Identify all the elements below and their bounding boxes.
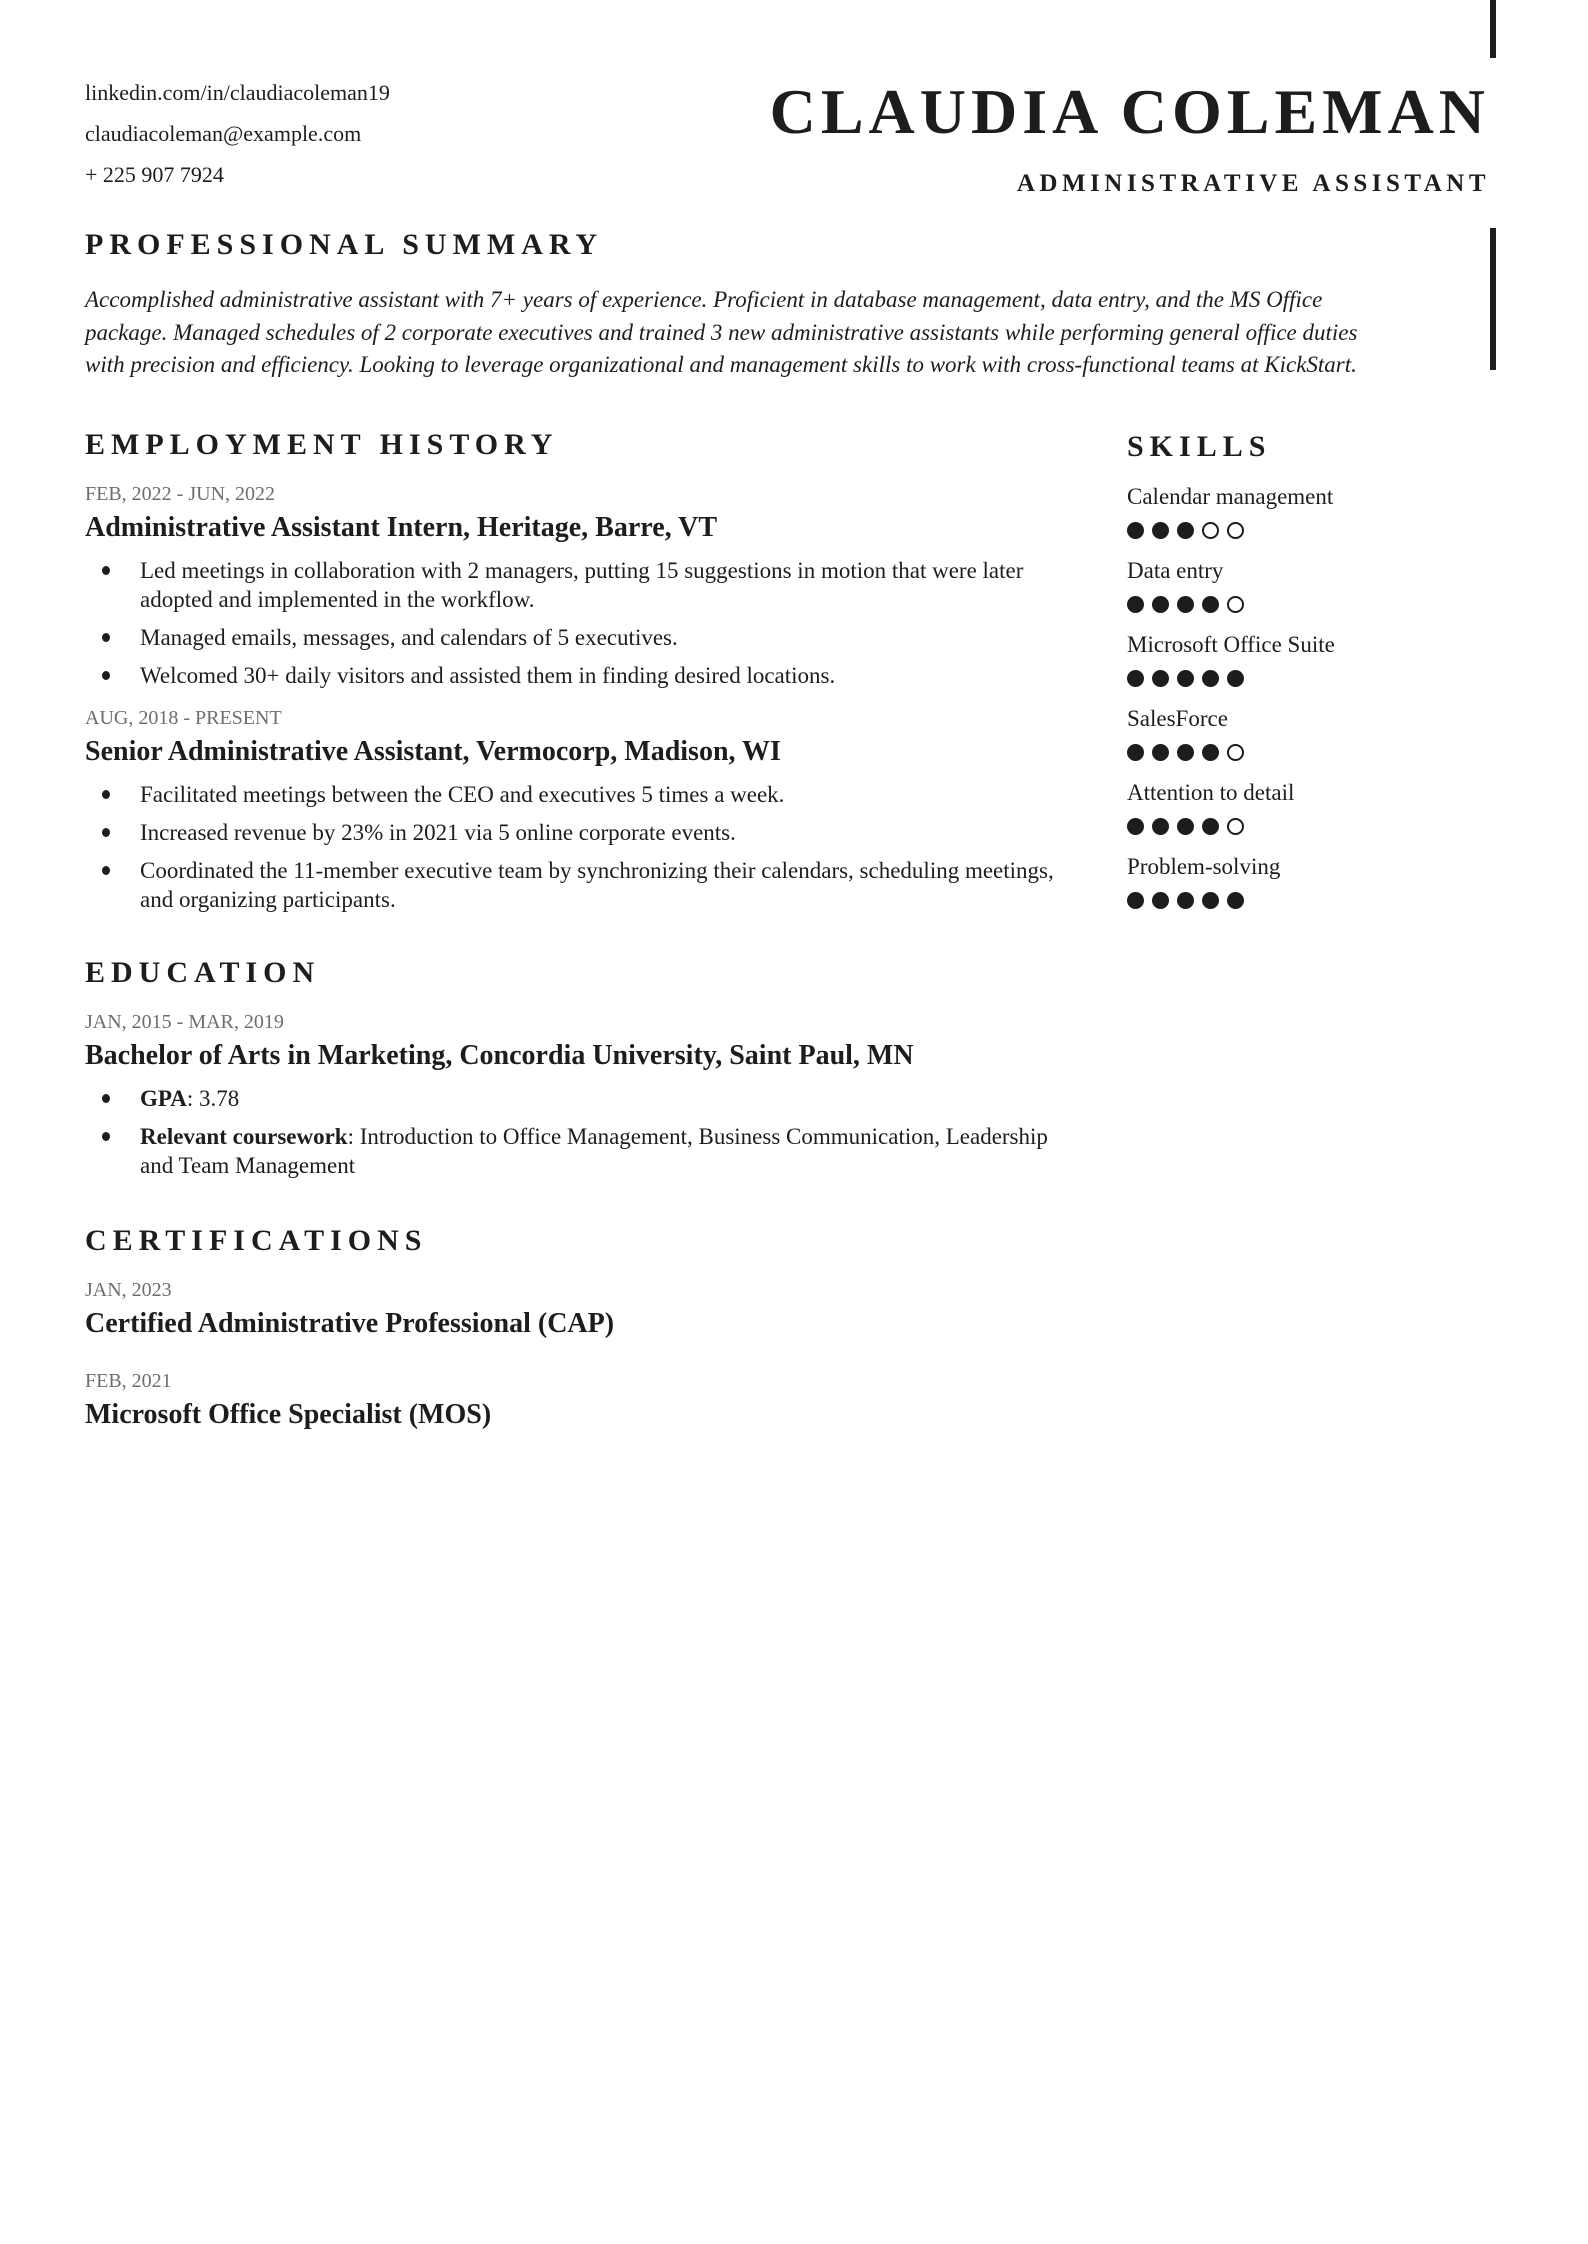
skill-name: SalesForce <box>1127 706 1228 731</box>
level-dot-filled <box>1177 596 1194 613</box>
bullet-label: Relevant coursework <box>140 1124 348 1149</box>
level-dot-filled <box>1177 744 1194 761</box>
header-accent-bar-top <box>1490 0 1496 58</box>
level-dot-filled <box>1202 670 1219 687</box>
level-dot-filled <box>1127 892 1144 909</box>
contact-email: claudiacoleman@example.com <box>85 121 362 146</box>
certification-entry <box>85 1278 1077 1341</box>
level-dot-filled <box>1177 522 1194 539</box>
summary-text: Accomplished administrative assistant with 7+ years of experience. Proficient in database management, data entry, and the MS Office package. Managed schedules of 2 corporate executives and trained 3 new administrative assistants while performing general office duties with precision and efficiency. Looking to leverage organizational and management skills to work with cross-functional teams at KickStart. <box>85 287 1358 377</box>
education-heading: EDUCATION <box>85 956 321 989</box>
level-dot-filled <box>1152 522 1169 539</box>
education-bullet <box>85 1084 1077 1113</box>
certification-entry <box>85 1369 1077 1432</box>
level-dot-empty <box>1227 744 1244 761</box>
level-dot-filled <box>1127 670 1144 687</box>
education-section <box>85 956 1077 1180</box>
certification-dates: JAN, 2023 <box>85 1279 172 1301</box>
level-dot-filled <box>1177 670 1194 687</box>
certification-title: Certified Administrative Professional (CAP) <box>85 1308 615 1339</box>
job-title: Administrative Assistant Intern, Heritage, Barre, VT <box>85 512 718 543</box>
education-dates: JAN, 2015 - MAR, 2019 <box>85 1011 284 1033</box>
skill-name: Problem-solving <box>1127 854 1281 879</box>
skills-heading: SKILLS <box>1127 430 1272 463</box>
job-bullet: Managed emails, messages, and calendars of 5 executives. <box>85 623 1077 652</box>
skill-level-dots <box>1127 522 1537 539</box>
job-dates: FEB, 2022 - JUN, 2022 <box>85 483 276 505</box>
main-column <box>85 428 1077 1460</box>
job-bullet: Welcomed 30+ daily visitors and assisted them in finding desired locations. <box>85 661 1077 690</box>
skill-item <box>1127 632 1537 687</box>
job-bullet-list <box>85 556 1077 690</box>
level-dot-empty <box>1227 522 1244 539</box>
bullet-label: GPA <box>140 1086 187 1111</box>
skill-name: Calendar management <box>1127 484 1334 509</box>
level-dot-filled <box>1177 818 1194 835</box>
skill-item <box>1127 558 1537 613</box>
summary-heading: PROFESSIONAL SUMMARY <box>85 228 604 261</box>
job-bullet: Coordinated the 11-member executive team by synchronizing their calendars, scheduling meetings, and organizing participants. <box>85 856 1077 914</box>
bullet-text: : Introduction to Office Management, Business Communication, Leadership and Team Management <box>140 1124 1048 1178</box>
level-dot-empty <box>1227 818 1244 835</box>
skill-item <box>1127 854 1537 909</box>
job-entry <box>85 482 1077 690</box>
job-bullet: Increased revenue by 23% in 2021 via 5 online corporate events. <box>85 818 1077 847</box>
level-dot-filled <box>1152 596 1169 613</box>
skill-level-dots <box>1127 818 1537 835</box>
header-block <box>769 76 1490 198</box>
certification-title: Microsoft Office Specialist (MOS) <box>85 1399 492 1430</box>
skills-section <box>1127 430 1537 928</box>
job-bullet: Facilitated meetings between the CEO and executives 5 times a week. <box>85 780 1077 809</box>
skill-item <box>1127 780 1537 835</box>
job-dates: AUG, 2018 - PRESENT <box>85 707 282 729</box>
skill-item <box>1127 706 1537 761</box>
employment-heading: EMPLOYMENT HISTORY <box>85 428 559 461</box>
summary-section <box>85 228 1377 382</box>
job-title: Senior Administrative Assistant, Vermocorp, Madison, WI <box>85 736 781 767</box>
skill-level-dots <box>1127 596 1537 613</box>
skill-item <box>1127 484 1537 539</box>
level-dot-filled <box>1202 818 1219 835</box>
skill-name: Data entry <box>1127 558 1224 583</box>
level-dot-filled <box>1202 892 1219 909</box>
level-dot-filled <box>1227 670 1244 687</box>
certifications-heading: CERTIFICATIONS <box>85 1224 428 1257</box>
job-entry <box>85 706 1077 914</box>
level-dot-filled <box>1227 892 1244 909</box>
contact-linkedin: linkedin.com/in/claudiacoleman19 <box>85 80 390 105</box>
education-bullet-list <box>85 1084 1077 1180</box>
certification-dates: FEB, 2021 <box>85 1370 172 1392</box>
skill-level-dots <box>1127 744 1537 761</box>
candidate-name: CLAUDIA COLEMAN <box>769 76 1490 147</box>
level-dot-filled <box>1127 522 1144 539</box>
level-dot-filled <box>1152 670 1169 687</box>
level-dot-filled <box>1127 818 1144 835</box>
level-dot-filled <box>1127 744 1144 761</box>
header-accent-bar-bottom <box>1490 228 1496 370</box>
job-bullet-list <box>85 780 1077 914</box>
employment-section <box>85 428 1077 914</box>
bullet-text: : 3.78 <box>186 1086 240 1111</box>
education-degree: Bachelor of Arts in Marketing, Concordia University, Saint Paul, MN <box>85 1040 914 1071</box>
skill-name: Attention to detail <box>1127 780 1295 805</box>
candidate-title: ADMINISTRATIVE ASSISTANT <box>1016 170 1490 197</box>
skill-level-dots <box>1127 892 1537 909</box>
level-dot-filled <box>1202 744 1219 761</box>
skill-name: Microsoft Office Suite <box>1127 632 1335 657</box>
level-dot-filled <box>1152 892 1169 909</box>
contact-block <box>85 72 390 195</box>
contact-phone: + 225 907 7924 <box>85 162 224 187</box>
level-dot-filled <box>1127 596 1144 613</box>
level-dot-filled <box>1177 892 1194 909</box>
level-dot-filled <box>1202 596 1219 613</box>
certifications-section <box>85 1224 1077 1432</box>
level-dot-empty <box>1202 522 1219 539</box>
level-dot-filled <box>1152 818 1169 835</box>
level-dot-filled <box>1152 744 1169 761</box>
skill-level-dots <box>1127 670 1537 687</box>
job-bullet: Led meetings in collaboration with 2 managers, putting 15 suggestions in motion that were later adopted and implemented in the workflow. <box>85 556 1077 614</box>
level-dot-empty <box>1227 596 1244 613</box>
education-bullet <box>85 1122 1077 1180</box>
